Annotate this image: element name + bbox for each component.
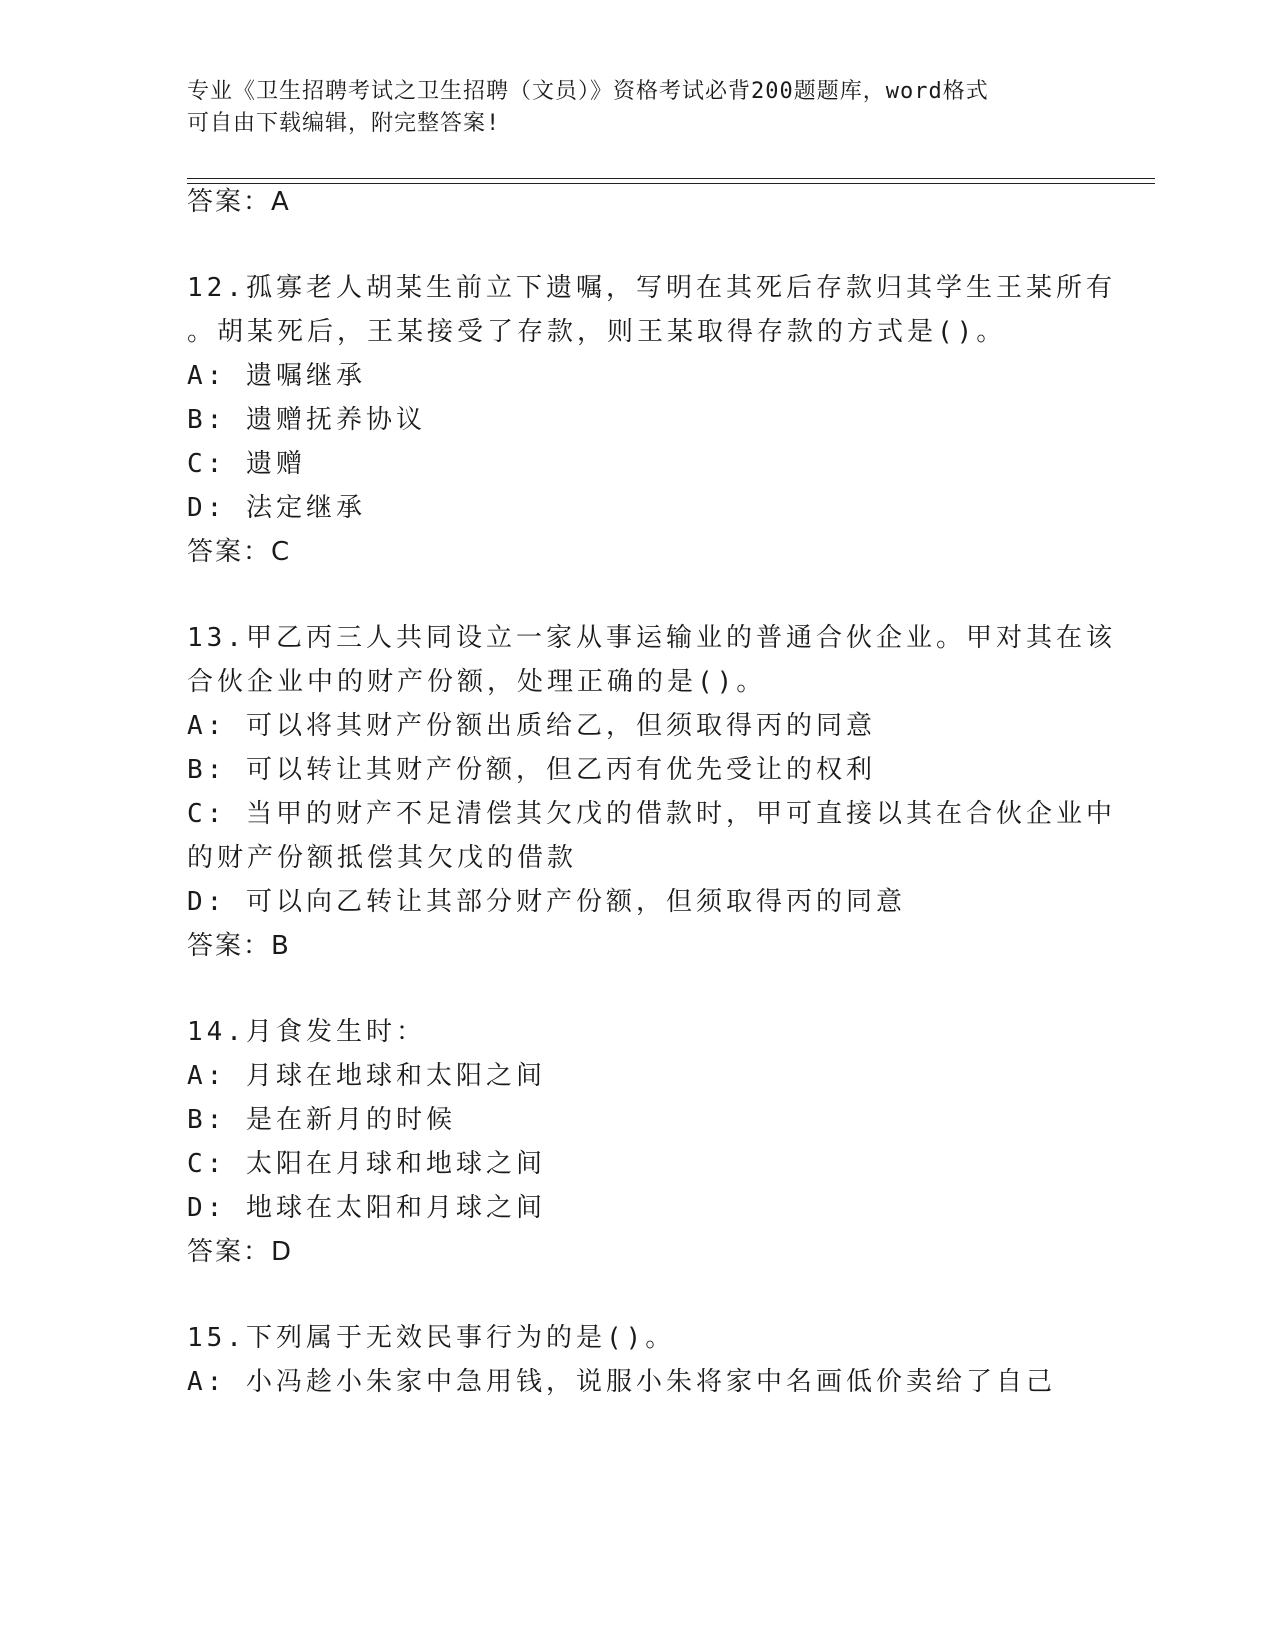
option-b: B: 是在新月的时候 xyxy=(187,1105,456,1135)
answer-line: 答案：D xyxy=(187,1237,294,1267)
question-stem-line: 。胡某死后，王某接受了存款，则王某取得存款的方式是()。 xyxy=(187,317,1007,347)
header-line-2: 可自由下载编辑，附完整答案! xyxy=(187,111,501,136)
header-divider-bottom xyxy=(187,183,1155,184)
option-a: A: 月球在地球和太阳之间 xyxy=(187,1061,546,1091)
option-b: B: 可以转让其财产份额，但乙丙有优先受让的权利 xyxy=(187,755,876,785)
header-line-1: 专业《卫生招聘考试之卫生招聘（文员）》资格考试必背200题题库，word格式 xyxy=(187,79,989,104)
question-stem-line: 12.孤寡老人胡某生前立下遗嘱，写明在其死后存款归其学生王某所有 xyxy=(187,273,1116,303)
option-a: A: 可以将其财产份额出质给乙，但须取得丙的同意 xyxy=(187,711,876,741)
option-d: D: 地球在太阳和月球之间 xyxy=(187,1193,546,1223)
option-a: A: 小冯趁小朱家中急用钱，说服小朱将家中名画低价卖给了自己 xyxy=(187,1367,1056,1397)
answer-line: 答案：C xyxy=(187,537,292,567)
option-d: D: 法定继承 xyxy=(187,493,366,523)
option-d: D: 可以向乙转让其部分财产份额，但须取得丙的同意 xyxy=(187,887,906,917)
option-c: C: 太阳在月球和地球之间 xyxy=(187,1149,546,1179)
header-divider-top xyxy=(187,178,1155,179)
document-header xyxy=(187,76,1087,140)
answer-line: 答案：B xyxy=(187,931,291,961)
question-stem-line: 15.下列属于无效民事行为的是()。 xyxy=(187,1323,676,1353)
option-c: C: 遗赠 xyxy=(187,449,306,479)
question-stem-line: 13.甲乙丙三人共同设立一家从事运输业的普通合伙企业。甲对其在该 xyxy=(187,623,1116,653)
answer-line: 答案：A xyxy=(187,187,291,217)
option-a: A: 遗嘱继承 xyxy=(187,361,366,391)
question-stem-line: 14.月食发生时： xyxy=(187,1017,426,1047)
option-c: C: 当甲的财产不足清偿其欠戊的借款时，甲可直接以其在合伙企业中 xyxy=(187,799,1116,829)
question-stem-line: 合伙企业中的财产份额，处理正确的是()。 xyxy=(187,667,767,697)
option-c-continued: 的财产份额抵偿其欠戊的借款 xyxy=(187,843,578,873)
option-b: B: 遗赠抚养协议 xyxy=(187,405,426,435)
